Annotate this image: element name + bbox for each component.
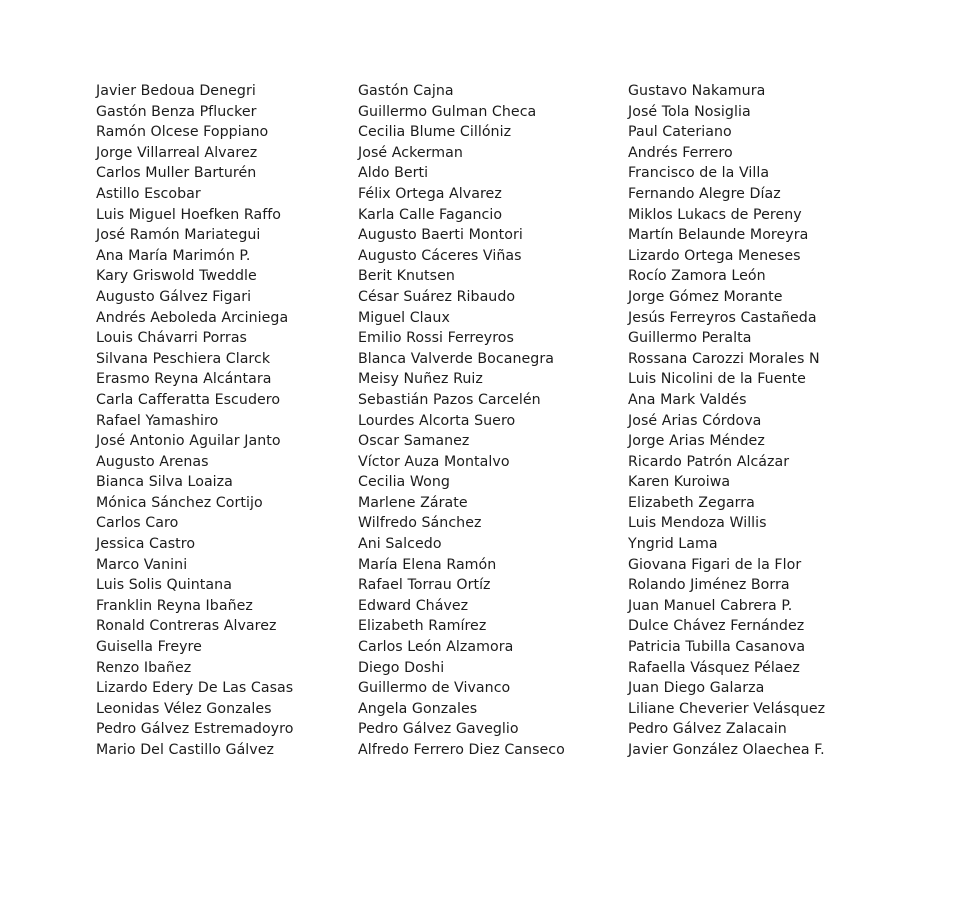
name-entry: Guillermo Gulman Checa (358, 103, 537, 120)
name-entry: Carla Cafferatta Escudero (96, 391, 281, 408)
name-entry: Gastón Cajna (358, 83, 454, 99)
name-entry: Pedro Gálvez Zalacain (628, 721, 787, 738)
name-entry: Astillo Escobar (96, 185, 201, 202)
name-entry: Mónica Sánchez Cortijo (96, 494, 263, 511)
name-entry: Oscar Samanez (358, 433, 470, 450)
name-entry: Guisella Freyre (96, 639, 202, 656)
name-entry: Lizardo Edery De Las Casas (96, 680, 294, 697)
name-entry: Ronald Contreras Alvarez (96, 618, 277, 635)
name-entry: Dulce Chávez Fernández (628, 618, 805, 635)
name-entry: Marco Vanini (96, 556, 188, 573)
name-entry: Gustavo Nakamura (628, 83, 766, 99)
name-entry: Silvana Peschiera Clarck (96, 350, 271, 367)
name-entry: Louis Chávarri Porras (96, 330, 248, 347)
name-entry: Jessica Castro (96, 536, 196, 553)
name-entry: Marlene Zárate (358, 494, 468, 511)
name-entry: Jesús Ferreyros Castañeda (628, 309, 817, 326)
name-entry: Francisco de la Villa (628, 165, 770, 182)
name-entry: Rafaella Vásquez Pélaez (628, 659, 800, 676)
name-entry: Luis Mendoza Willis (628, 515, 767, 532)
name-entry: Erasmo Reyna Alcántara (96, 371, 272, 388)
name-entry: María Elena Ramón (358, 556, 497, 573)
name-entry: Rossana Carozzi Morales N (628, 350, 820, 367)
name-entry: José Ackerman (358, 144, 463, 161)
name-entry: Jorge Arias Méndez (628, 433, 765, 450)
name-entry: Franklin Reyna Ibañez (96, 597, 253, 614)
name-entry: Angela Gonzales (358, 700, 478, 717)
name-entry: Augusto Gálvez Figari (96, 288, 252, 305)
name-entry: Jorge Villarreal Alvarez (96, 144, 258, 161)
name-entry: Elizabeth Ramírez (358, 618, 487, 635)
name-entry: Juan Manuel Cabrera P. (628, 597, 793, 614)
name-entry: Wilfredo Sánchez (358, 515, 482, 532)
name-entry: Miklos Lukacs de Pereny (628, 206, 802, 223)
name-entry: Bianca Silva Loaiza (96, 474, 233, 491)
name-entry: Rolando Jiménez Borra (628, 577, 790, 594)
name-entry: Berit Knutsen (358, 268, 455, 285)
name-entry: Sebastián Pazos Carcelén (358, 391, 541, 408)
name-entry: Blanca Valverde Bocanegra (358, 350, 554, 367)
name-entry: José Ramón Mariategui (96, 227, 261, 244)
names-column-3 (628, 81, 825, 761)
name-entry: Pedro Gálvez Estremadoyro (96, 721, 294, 738)
name-entry: Augusto Arenas (96, 453, 209, 470)
name-entry: Ricardo Patrón Alcázar (628, 453, 790, 470)
name-entry: Mario Del Castillo Gálvez (96, 742, 275, 758)
name-entry: Fernando Alegre Díaz (628, 185, 781, 202)
names-column-1 (96, 81, 293, 761)
name-entry: César Suárez Ribaudo (358, 288, 516, 305)
name-entry: Karla Calle Fagancio (358, 206, 503, 223)
name-entry: José Antonio Aguilar Janto (96, 433, 281, 450)
name-entry: Lourdes Alcorta Suero (358, 412, 516, 429)
name-entry: Giovana Figari de la Flor (628, 556, 802, 573)
name-entry: Carlos León Alzamora (358, 639, 514, 656)
names-column-2 (358, 81, 565, 761)
name-entry: Aldo Berti (358, 165, 429, 182)
name-entry: Elizabeth Zegarra (628, 494, 755, 511)
name-entry: Carlos Caro (96, 515, 179, 532)
name-entry: José Arias Córdova (628, 412, 762, 429)
name-entry: Pedro Gálvez Gaveglio (358, 721, 519, 738)
name-entry: Luis Miguel Hoefken Raffo (96, 206, 282, 223)
name-entry: Andrés Ferrero (628, 144, 733, 161)
name-entry: Liliane Cheverier Velásquez (628, 700, 826, 717)
name-entry: Edward Chávez (358, 597, 469, 614)
name-entry: Ana María Marimón P. (96, 247, 251, 264)
name-entry: Emilio Rossi Ferreyros (358, 330, 514, 347)
name-entry: Paul Cateriano (628, 124, 732, 141)
name-entry: Guillermo de Vivanco (358, 680, 511, 697)
name-entry: Cecilia Wong (358, 474, 450, 491)
name-entry: Augusto Baerti Montori (358, 227, 523, 244)
name-entry: Augusto Cáceres Viñas (358, 247, 522, 264)
name-entry: Miguel Claux (358, 309, 450, 326)
name-entry: Rocío Zamora León (628, 268, 766, 285)
name-entry: Carlos Muller Barturén (96, 165, 257, 182)
name-entry: Guillermo Peralta (628, 330, 752, 347)
name-entry: Yngrid Lama (628, 536, 718, 553)
name-entry: Cecilia Blume Cillóniz (358, 124, 512, 141)
name-entry: Diego Doshi (358, 659, 445, 676)
name-entry: Alfredo Ferrero Diez Canseco (358, 742, 565, 758)
name-entry: Luis Nicolini de la Fuente (628, 371, 806, 388)
name-entry: Ramón Olcese Foppiano (96, 124, 269, 141)
name-entry: Javier González Olaechea F. (628, 742, 825, 758)
name-entry: Javier Bedoua Denegri (96, 83, 256, 99)
name-entry: Andrés Aeboleda Arciniega (96, 309, 289, 326)
name-entry: Leonidas Vélez Gonzales (96, 700, 272, 717)
name-entry: Gastón Benza Pflucker (96, 103, 257, 120)
name-entry: Meisy Nuñez Ruiz (358, 371, 483, 388)
name-entry: Víctor Auza Montalvo (358, 453, 510, 470)
name-entry: Patricia Tubilla Casanova (628, 639, 806, 656)
name-entry: Martín Belaunde Moreyra (628, 227, 809, 244)
name-entry: Kary Griswold Tweddle (96, 268, 257, 285)
name-entry: Jorge Gómez Morante (628, 288, 783, 305)
name-entry: Ana Mark Valdés (628, 391, 747, 408)
name-entry: Renzo Ibañez (96, 659, 192, 676)
name-entry: Ani Salcedo (358, 536, 442, 553)
name-entry: Félix Ortega Alvarez (358, 185, 502, 202)
name-entry: Rafael Torrau Ortíz (358, 577, 491, 594)
name-entry: Karen Kuroiwa (628, 474, 731, 491)
name-entry: José Tola Nosiglia (628, 103, 751, 120)
name-entry: Lizardo Ortega Meneses (628, 247, 801, 264)
name-entry: Luis Solis Quintana (96, 577, 232, 594)
name-entry: Rafael Yamashiro (96, 412, 219, 429)
name-entry: Juan Diego Galarza (628, 680, 765, 697)
